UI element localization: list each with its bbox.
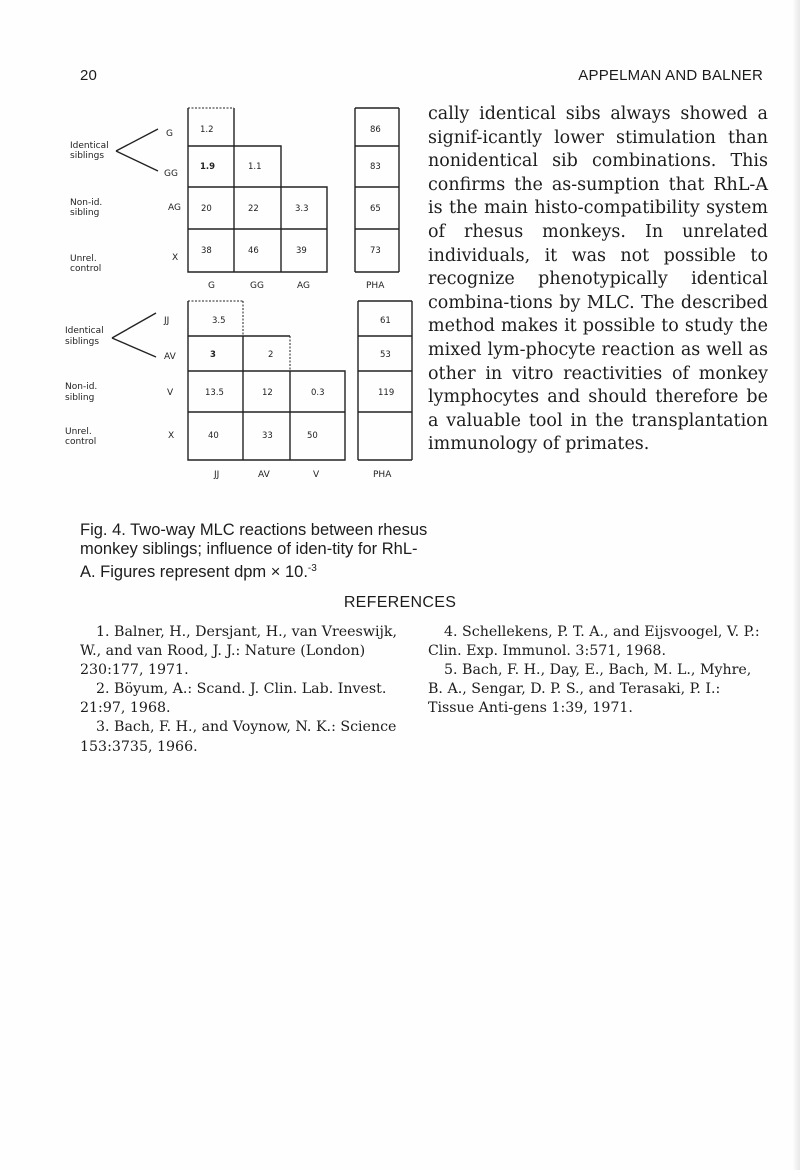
branch-line-lower (112, 338, 156, 357)
cell-bot-r2c0: 13.5 (205, 388, 224, 398)
branch-label-ag: AG (168, 203, 181, 213)
figure-caption (80, 521, 430, 582)
cell-top-r0c0: 1.2 (200, 125, 214, 135)
row-label-unrel-line1: Unrel. (70, 254, 97, 264)
row-label-identical-siblings-line1: Identical (65, 326, 104, 336)
cell-top-r3c1: 46 (248, 246, 259, 256)
col-label-ag: AG (297, 281, 310, 291)
col-label-pha: PHA (373, 470, 392, 480)
cell-top-r3c2: 39 (296, 246, 307, 256)
row-label-non-id-line1: Non-id. (70, 198, 103, 208)
caption-text: Fig. 4. Two-way MLC reactions between rhesus monkey siblings; influence of iden-tity for RhL-A. Figures represent dpm × 10. (80, 521, 428, 581)
figure-4-tables (60, 105, 420, 485)
col-label-v: V (313, 470, 320, 480)
cell-bot-r2c2: 0.3 (311, 388, 325, 398)
col-label-gg: GG (250, 281, 264, 291)
row-label-identical-siblings-line1: Identical (70, 141, 109, 151)
cell-top-r3c0: 38 (201, 246, 212, 256)
cell-bot-r0-pha: 61 (380, 316, 391, 326)
cell-top-r2c0: 20 (201, 204, 212, 214)
cell-top-r1-pha: 83 (370, 162, 381, 172)
top-panel (70, 108, 399, 291)
cell-top-r2c1: 22 (248, 204, 259, 214)
reference-item: 4. Schellekens, P. T. A., and Eijsvoogel, V. P.: Clin. Exp. Immunol. 3:571, 1968. (428, 624, 760, 660)
cell-top-r1c0: 1.9 (200, 162, 216, 172)
cell-bot-r2c1: 12 (262, 388, 273, 398)
row-label-non-id-line2: sibling (70, 208, 100, 218)
page-number: 20 (80, 67, 98, 84)
row-label-unrel-line2: control (70, 264, 102, 274)
branch-label-x: X (168, 431, 175, 441)
cell-top-r0-pha: 86 (370, 125, 381, 135)
reference-item: 2. Böyum, A.: Scand. J. Clin. Lab. Invest. 21:97, 1968. (80, 681, 387, 717)
cell-top-r1c1: 1.1 (248, 162, 262, 172)
cell-bot-r2-pha: 119 (378, 388, 395, 398)
cell-bot-r3c0: 40 (208, 431, 219, 441)
branch-label-jj: JJ (164, 316, 170, 326)
col-label-g: G (208, 281, 215, 291)
references-right-column (428, 623, 768, 718)
row-label-unrel-line1: Unrel. (65, 427, 92, 437)
reference-item: 5. Bach, F. H., Day, E., Bach, M. L., Myhre, B. A., Sengar, D. P. S., and Terasaki, P. I.: Tissue Anti-gens 1:39, 1971. (428, 662, 752, 717)
branch-label-gg: GG (164, 169, 178, 179)
running-head: APPELMAN AND BALNER (578, 67, 763, 84)
references-heading: REFERENCES (343, 594, 457, 611)
reference-item: 1. Balner, H., Dersjant, H., van Vreeswijk, W., and van Rood, J. J.: Nature (London) 230:177, 1971. (80, 624, 398, 679)
reference-item: 3. Bach, F. H., and Voynow, N. K.: Science 153:3735, 1966. (80, 719, 397, 755)
branch-label-x: X (172, 253, 179, 263)
cell-top-r2c2: 3.3 (295, 204, 309, 214)
cell-bot-r1-pha: 53 (380, 350, 391, 360)
row-label-non-id-line1: Non-id. (65, 382, 98, 392)
cell-bot-r3c2: 50 (307, 431, 318, 441)
cell-bot-r1c0: 3 (210, 350, 216, 360)
col-label-pha: PHA (366, 281, 385, 291)
row-label-identical-siblings-line2: siblings (70, 151, 105, 161)
page-edge-shadow (792, 0, 800, 1170)
col-label-av: AV (258, 470, 270, 480)
body-paragraph: cally identical sibs always showed a signif-icantly lower stimulation than nonidentical sib combinations. This confirms the as-sumption that RhL-A is the main histo-compatibility system of rhesus monkeys. In unrelated individuals, it was not possible to recognize phenotypically identical combina-tions by MLC. The described method makes it possible to study the mixed lym-phocyte reaction as well as other in vitro reactivities of monkey lymphocytes and should therefore be a valuable tool in the transplantation immunology of primates. (428, 104, 768, 455)
cell-bot-r0c0: 3.5 (212, 316, 226, 326)
col-label-jj: JJ (214, 470, 220, 480)
branch-line-lower (116, 151, 158, 171)
branch-label-av: AV (164, 352, 176, 362)
branch-line-upper (116, 129, 158, 151)
cell-top-r2-pha: 65 (370, 204, 381, 214)
caption-exponent: -3 (307, 563, 317, 574)
references-left-column (80, 623, 420, 757)
row-label-non-id-line2: sibling (65, 393, 95, 403)
row-label-identical-siblings-line2: siblings (65, 337, 100, 347)
branch-line-upper (112, 313, 156, 338)
branch-label-v: V (167, 388, 174, 398)
bottom-panel (65, 301, 412, 480)
branch-label-g: G (166, 129, 173, 139)
cell-bot-r1c1: 2 (268, 350, 274, 360)
cell-bot-r3c1: 33 (262, 431, 273, 441)
cell-top-r3-pha: 73 (370, 246, 381, 256)
row-label-unrel-line2: control (65, 437, 97, 447)
